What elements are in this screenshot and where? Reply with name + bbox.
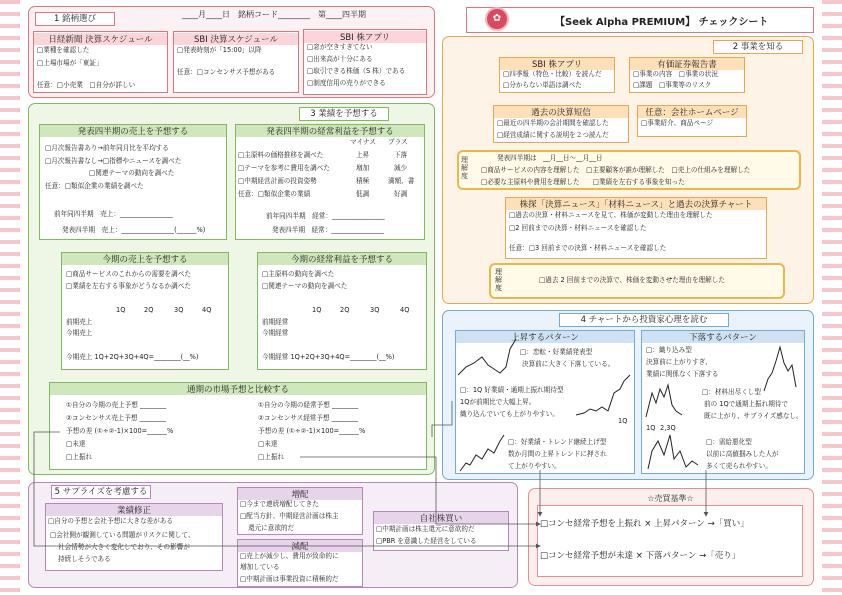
rikaido-line-1[interactable]: 発表四半期は __月__日〜__月__日 xyxy=(497,154,603,162)
section-1-stock-selection xyxy=(28,6,435,98)
section-4-chart-psychology xyxy=(442,310,814,480)
up-p3-desc-2: て上がりやすい。 xyxy=(508,462,561,470)
compare-sales-beat[interactable]: □上振れ xyxy=(66,453,93,461)
yuho-line-2[interactable]: □課題 □事業等のリスク xyxy=(633,81,712,89)
up-pattern-head: 上昇するパターン xyxy=(456,331,634,343)
q-sales-curr-label: 今期売上 xyxy=(66,329,93,337)
tanshin-line-1[interactable]: □最近の四半期の会計期間を確認した xyxy=(497,119,609,127)
sheet-title: 【Seek Alpha PREMIUM】 チェックシート xyxy=(555,17,769,28)
compare-profit-miss[interactable]: □未達 xyxy=(258,440,278,448)
up-p1-title[interactable]: □：恋転・好業績発表型 xyxy=(520,348,593,356)
criteria-box xyxy=(537,505,803,577)
nikkei-line-2[interactable]: □上場市場が「東証」 xyxy=(37,59,103,67)
profit-line-6[interactable]: 発表四半期 経常：________________ xyxy=(272,226,385,234)
section-4-title: 4 チャートから投資家心理を読む xyxy=(559,313,729,327)
sbi-schedule-box xyxy=(173,31,299,93)
buyback-box xyxy=(373,511,509,551)
profit-line-5[interactable]: 前年同四半期 経常：________________ xyxy=(266,212,385,220)
down-p1-desc-1: 決算前に上がりすぎ、 xyxy=(646,358,712,366)
up-chart-line-3 xyxy=(460,435,504,471)
q-sales-4q: 4Q xyxy=(202,306,212,314)
kabutan-line-2[interactable]: □2 回前までの決算・材料ニュースを確認した xyxy=(509,224,647,232)
sales-line-3[interactable]: □関連テーマの動向を調べた xyxy=(89,169,175,177)
profit-row-minus: 上昇 xyxy=(356,151,370,159)
down-p1-title[interactable]: □：織り込み型 xyxy=(646,346,692,354)
section-2-know-business xyxy=(442,36,814,304)
up-pattern-charts xyxy=(456,331,636,475)
compare-profit-consensus[interactable]: ②コンセンサス経常予想 ________ xyxy=(258,414,359,422)
profit-row-plus: 満額、書 xyxy=(388,177,415,185)
trading-criteria-section xyxy=(528,488,814,586)
up-p1-desc: 決算前に大きく下落している。 xyxy=(522,360,615,368)
down-chart-line-2 xyxy=(646,385,682,417)
quarterly-profit-box xyxy=(257,252,427,370)
header-date-code-line[interactable]: ____月____日 銘柄コード________ 第____四半期 xyxy=(182,10,366,19)
nikkei-line-3[interactable]: 任意：□小売業 □自分が詳しい xyxy=(37,81,136,89)
yuho-line-1[interactable]: □事業の内容 □事業の状況 xyxy=(633,70,718,78)
profit-forecast-box xyxy=(235,124,425,240)
tanshin-box xyxy=(493,105,629,143)
zouhai-line-3: 還元に意欲的だ xyxy=(248,524,295,532)
compare-sales-consensus[interactable]: ②コンセンサス売上予想 ________ xyxy=(66,414,167,422)
compare-sales-mine[interactable]: ①自分の今期の売上予想 ________ xyxy=(66,401,167,409)
rikaido-label: 理解度 xyxy=(461,156,468,181)
nikkei-head: 日経新聞 決算スケジュール xyxy=(34,33,167,45)
down-p1-desc-2: 業績に関係なく下落する xyxy=(646,370,719,378)
kabutan-line-1[interactable]: □過去の決算・材料ニュースを見て、株価が変動した理由を理解した xyxy=(509,211,713,219)
section-2-title: 2 事業を知る xyxy=(713,40,803,54)
sec2-app-box xyxy=(499,57,615,93)
buyback-head: 自社株買い xyxy=(374,512,508,524)
q-sales-prev-label: 前期売上 xyxy=(66,318,93,326)
criteria-title: ☆売買基準☆ xyxy=(647,494,694,503)
q-profit-2q: 2Q xyxy=(340,306,350,314)
up-chart-line-2 xyxy=(576,375,630,415)
sbi-app-head: SBI 株アプリ xyxy=(304,31,426,43)
hp-line-1[interactable]: □事業紹介、商品ページ xyxy=(641,119,714,127)
revise-line-3: 社会情勢が大きく変化しており、その影響が xyxy=(58,543,190,551)
sbi-app-line-1[interactable]: □窓が空きすぎてない xyxy=(307,43,373,51)
nikkei-line-1[interactable]: □業種を確認した xyxy=(37,46,90,54)
kabutan-box xyxy=(505,197,767,259)
compare-profit-diff[interactable]: 予想の差 (①÷②-1)×100=______% xyxy=(258,427,366,435)
down-p3-title[interactable]: □：需給悪化型 xyxy=(706,438,752,446)
genhai-head: 減配 xyxy=(238,540,362,552)
sbi-app-box xyxy=(303,29,427,95)
buyback-line-1[interactable]: □中期計画は株主還元に意欲的だ xyxy=(376,525,475,533)
sec2-app-head: SBI 株アプリ xyxy=(500,58,614,70)
q-sales-formula[interactable]: 今期売上 1Q+2Q+3Q+4Q=________(__%) xyxy=(66,353,199,361)
profit-row-plus: 下落 xyxy=(394,151,408,159)
zouhai-line-2[interactable]: □配当方針、中期経営計画は株主 xyxy=(240,512,339,520)
up-p3-desc-1: 数か月間の上昇トレンドに押され xyxy=(508,450,607,458)
section-1-title: 1 銘柄選び xyxy=(35,12,115,26)
profit-row-label[interactable]: □中期経営計画の投資姿勢 xyxy=(238,177,317,185)
sales-forecast-head: 発表四半期の売上を予想する xyxy=(40,125,226,137)
zouhai-line-1[interactable]: □今まで連続増配してきた xyxy=(240,500,319,508)
genhai-line-3[interactable]: □中期計画は事業投資に積極的だ xyxy=(240,575,339,583)
kabutan-head: 株探「決算ニュース」「材料ニュース」と過去の決算チャート xyxy=(506,198,766,210)
q-profit-4q: 4Q xyxy=(400,306,410,314)
genhai-line-1[interactable]: □売上が減少し、費用が致命的に xyxy=(240,552,339,560)
revise-line-1[interactable]: □自分の予想と会社予想に大きな差がある xyxy=(48,517,173,525)
criteria-sell-line[interactable]: □コンセ経常予想が未達 × 下落パターン →「売り」 xyxy=(540,551,741,561)
down-pattern-head: 下落するパターン xyxy=(642,331,804,343)
market-compare-box xyxy=(49,382,427,470)
q-profit-formula[interactable]: 今期経常 1Q+2Q+3Q+4Q=________(__%) xyxy=(262,353,395,361)
sales-forecast-box xyxy=(39,124,227,240)
q-profit-curr-label: 今期経常 xyxy=(262,329,289,337)
profit-row-plus: 好調 xyxy=(394,190,408,198)
rikaido-line-3[interactable]: □必要な主原料や費用を理解した □業績を左右する事象を知った xyxy=(481,178,685,186)
down-chart-line-1 xyxy=(764,347,796,391)
tanshin-head: 過去の決算短信 xyxy=(494,106,628,118)
market-compare-head: 通期の市場予想と比較する xyxy=(50,383,426,395)
hp-head: 任意：会社ホームページ xyxy=(638,106,746,118)
criteria-buy-line[interactable]: □コンセ経常予想を上振れ × 上昇パターン →「買い」 xyxy=(540,519,749,529)
q-profit-line-1[interactable]: □主原料の動向を調べた xyxy=(262,270,335,278)
up-p2-desc-1: 1Qが前期比で大幅上昇。 xyxy=(460,398,536,406)
up-1q-label: 1Q xyxy=(618,417,628,425)
up-pattern-box xyxy=(455,330,635,474)
sheet-title-bar xyxy=(466,7,814,33)
tanshin-line-2[interactable]: □経営成績に関する説明を２つ読んだ xyxy=(497,131,609,139)
yuho-box xyxy=(629,57,745,93)
compare-profit-beat[interactable]: □上振れ xyxy=(258,453,285,461)
section-5-surprise xyxy=(28,482,518,588)
sbi-schedule-line-2[interactable]: 任意：□コンセンサス予想がある xyxy=(177,68,276,76)
q-sales-2q: 2Q xyxy=(144,306,154,314)
section-3-title: 3 業績を予想する xyxy=(299,107,389,121)
zouhai-head: 増配 xyxy=(238,488,362,500)
q-profit-line-2[interactable]: □関連テーマの動向を調べた xyxy=(262,282,348,290)
revise-box xyxy=(45,503,223,571)
compare-sales-miss[interactable]: □未達 xyxy=(66,440,86,448)
profit-row-minus: 低調 xyxy=(356,190,370,198)
section-5-title: 5 サプライズを考慮する xyxy=(51,485,151,499)
hp-box xyxy=(637,105,747,137)
revise-line-2[interactable]: □会社側が観測している問題がリスクに関して、 xyxy=(50,531,195,539)
left-stripe-decoration xyxy=(0,0,20,595)
q-profit-1q: 1Q xyxy=(312,306,322,314)
up-p2-desc-2: 織り込んでいても上がりやすい。 xyxy=(460,410,559,418)
up-chart-line-1 xyxy=(458,339,516,375)
down-p2-title[interactable]: □：材料出尽くし型 xyxy=(702,388,761,396)
sales-line-5[interactable]: 前年同四半期 売上：________________ xyxy=(54,210,173,218)
q-sales-1q: 1Q xyxy=(116,306,126,314)
rikaido2-box xyxy=(489,263,785,299)
down-p3-desc-2: 多くて売られやすい。 xyxy=(706,462,772,470)
profit-row-plus: 減少 xyxy=(394,164,408,172)
q-profit-prev-label: 前期経常 xyxy=(262,318,289,326)
sales-line-6[interactable]: 発表四半期 売上：________________(______%) xyxy=(62,226,206,234)
sbi-schedule-head: SBI 決算スケジュール xyxy=(174,33,298,45)
q-profit-3q: 3Q xyxy=(370,306,380,314)
sbi-app-line-2[interactable]: □出来高が十分にある xyxy=(307,55,373,63)
right-stripe-decoration xyxy=(822,0,842,595)
revise-head: 業績修正 xyxy=(46,504,222,516)
profit-row-minus: 増加 xyxy=(356,164,370,172)
sales-line-2[interactable]: □月次報告書なし→□指標やニュースを調べた xyxy=(45,157,182,165)
zouhai-box xyxy=(237,487,363,535)
profit-row-minus: 積極 xyxy=(356,177,370,185)
q-sales-line-1[interactable]: □商品サービスのこれからの需要を調べた xyxy=(66,270,191,278)
quarterly-profit-head: 今期の経常利益を予想する xyxy=(258,253,426,265)
down-23q-label: 2,3Q xyxy=(660,424,676,432)
profit-col-plus: プラス xyxy=(388,138,408,146)
rikaido-box xyxy=(457,150,801,190)
down-p3-desc-1: 以前に高値掴みした人が xyxy=(706,450,779,458)
sbi-app-line-3[interactable]: □取引できる株価（S 株）である xyxy=(307,67,406,75)
down-p2-desc-2: 既に上がり、サプライズ感なし。 xyxy=(704,412,803,420)
profit-row-label[interactable]: 任意：□類似企業の業績 xyxy=(238,190,311,198)
compare-profit-mine[interactable]: ①自分の今期の経常予想 ________ xyxy=(258,401,359,409)
buyback-line-2[interactable]: □PBR を意識した経営をしている xyxy=(376,537,477,545)
kabutan-line-3[interactable]: 任意：□3 回前までの決算・材料ニュースを確認した xyxy=(509,244,667,252)
up-p3-title[interactable]: □：好業績・トレンド継続上げ型 xyxy=(508,438,607,446)
profit-col-minus: マイナス xyxy=(350,138,376,146)
genhai-line-2: 増加している xyxy=(240,563,280,571)
down-pattern-box xyxy=(641,330,805,474)
q-sales-line-2[interactable]: □業績を左右する事象がどうなるか調べた xyxy=(66,282,191,290)
down-chart-line-3 xyxy=(648,435,698,469)
quarterly-sales-box xyxy=(61,252,229,370)
yuho-head: 有価証券報告書 xyxy=(630,58,744,70)
down-pattern-charts xyxy=(642,331,806,475)
sales-line-4[interactable]: 任意：□類似企業の業績を調べた xyxy=(45,182,144,190)
rikaido-line-2[interactable]: □商品サービスの内容を理解した □主要顧客が誰か理解した □売上の仕組みを理解した xyxy=(481,166,751,174)
sec2-app-line-2[interactable]: □分からない単語は調べた xyxy=(503,81,582,89)
up-p2-title[interactable]: □：1Q 好業績・通期上振れ期待型 xyxy=(460,386,564,394)
nikkei-box xyxy=(33,31,168,93)
rikaido2-label: 理解度 xyxy=(495,268,502,293)
profit-row-label[interactable]: □テーマを参考に費用を調べた xyxy=(238,164,330,172)
quarterly-sales-head: 今期の売上を予想する xyxy=(62,253,228,265)
rikaido2-line-1[interactable]: □過去 2 回前までの決算で、株価を変動させた理由を理解した xyxy=(539,276,725,284)
genhai-box xyxy=(237,539,363,587)
compare-sales-diff[interactable]: 予想の差 (①÷②-1)×100=______% xyxy=(66,427,174,435)
q-sales-3q: 3Q xyxy=(174,306,184,314)
sbi-app-line-4[interactable]: □制度信用の売りができる xyxy=(307,79,386,87)
profit-forecast-head: 発表四半期の経常利益を予想する xyxy=(236,125,424,137)
revise-line-4: 持続しそうである xyxy=(58,555,111,563)
profit-row-label[interactable]: □主原料の価格推移を調べた xyxy=(238,151,324,159)
section-3-forecast xyxy=(28,103,435,475)
down-1q-label: 1Q xyxy=(646,424,656,432)
sec2-app-line-1[interactable]: □四季報（特色・比較）を読んだ xyxy=(503,70,602,78)
seal-icon: ✿ xyxy=(485,7,509,31)
sales-line-1[interactable]: □月次報告書あり→前年同月比を平均する xyxy=(45,144,169,152)
down-p2-desc-1: 前の 1Qで通期上振れ期待で xyxy=(704,400,789,408)
sbi-schedule-line-1[interactable]: □発表時刻が「15:00」以降 xyxy=(177,46,262,54)
